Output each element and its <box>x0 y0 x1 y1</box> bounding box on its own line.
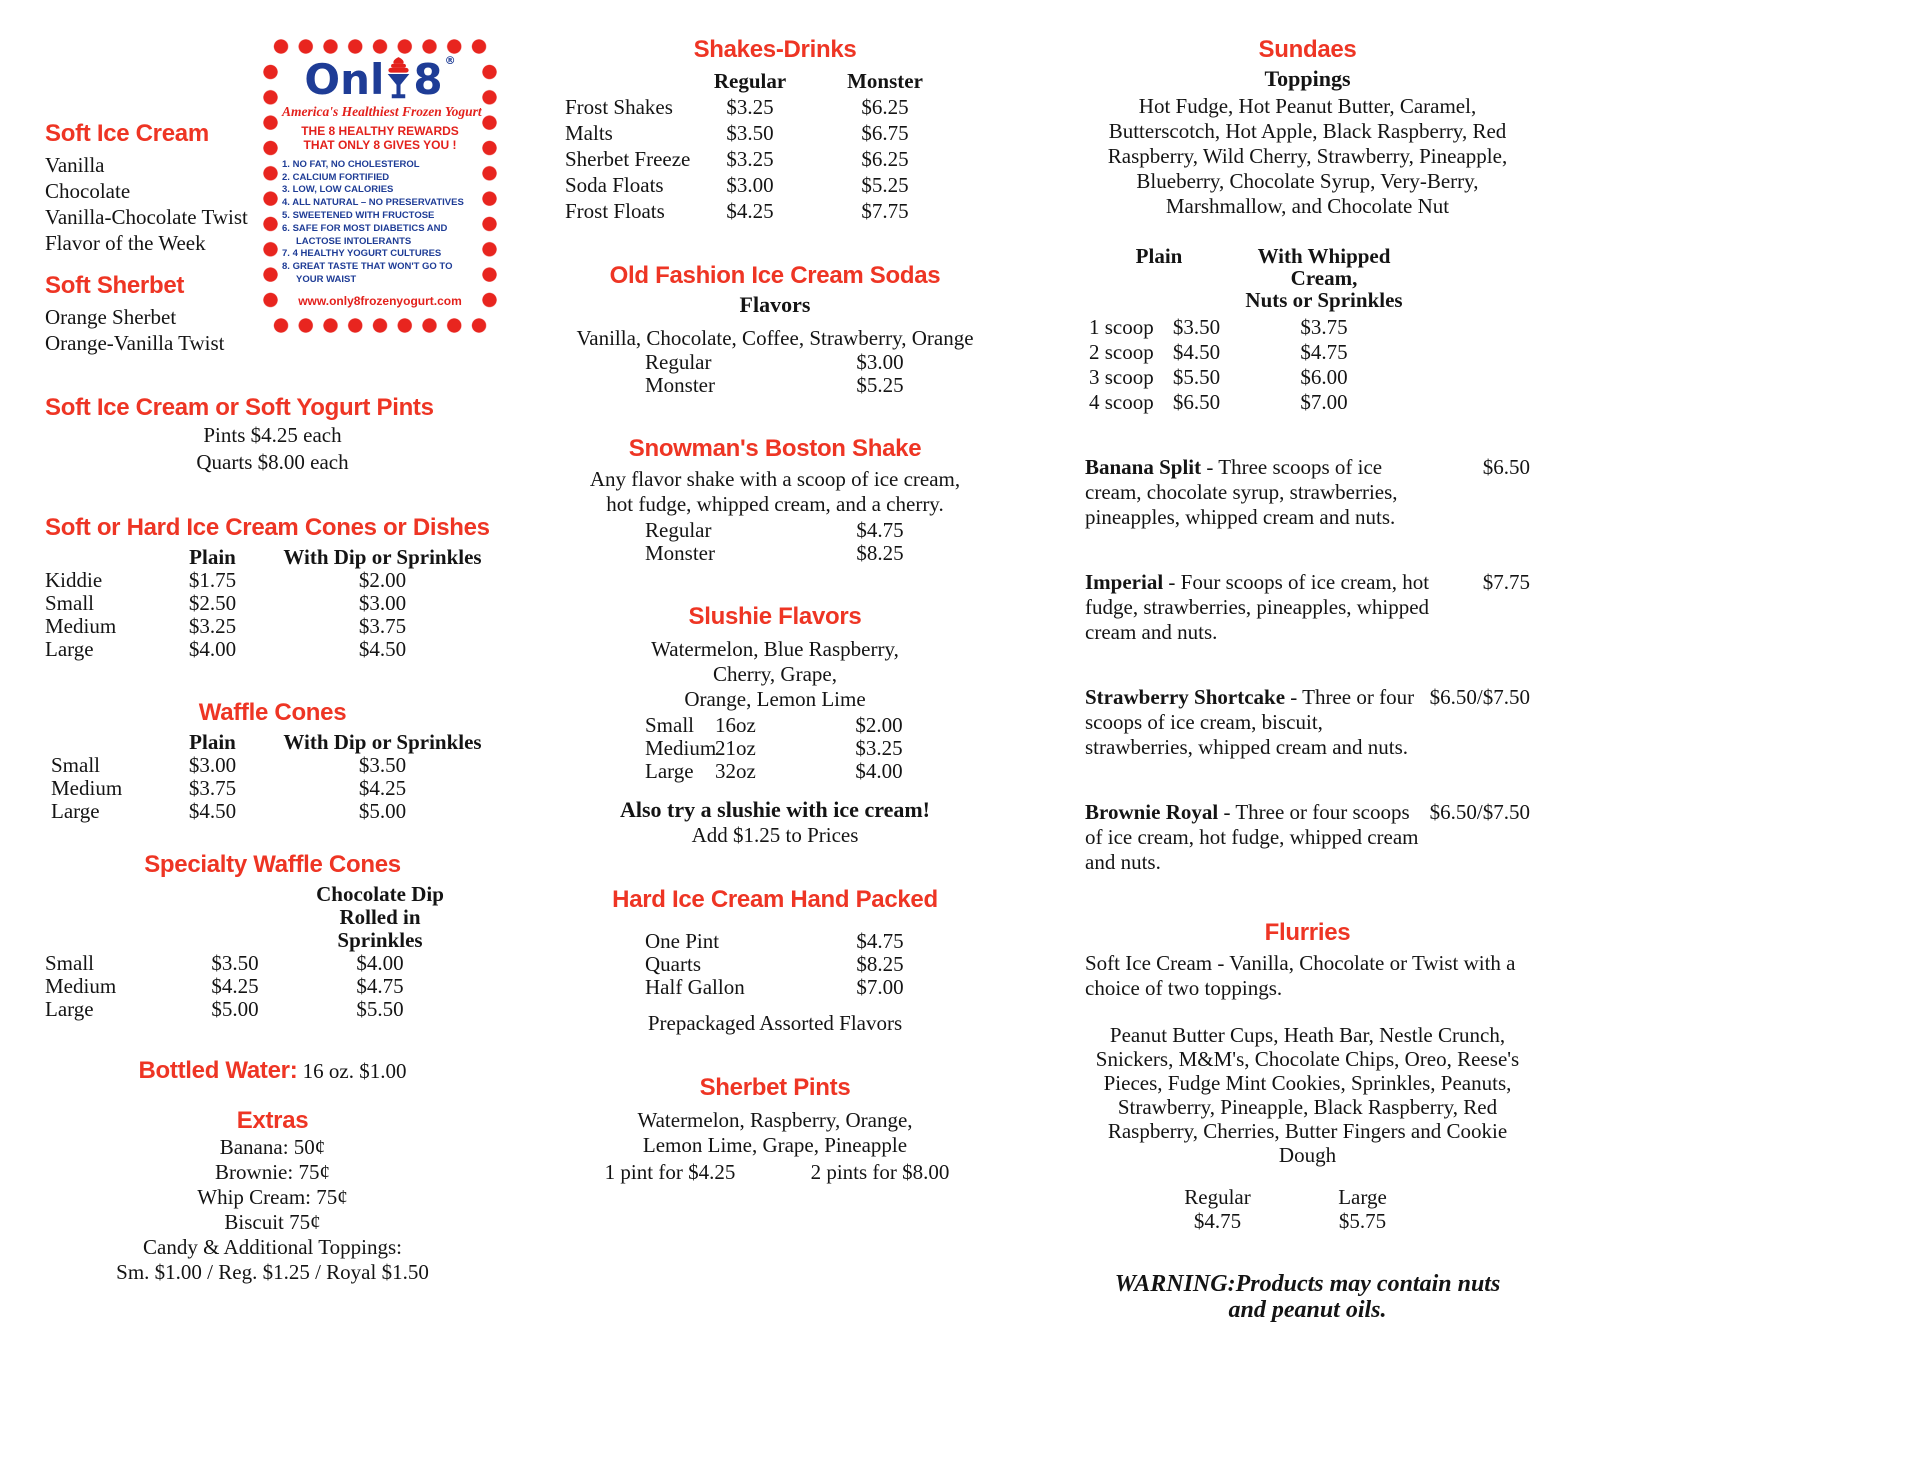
soft-serve-glass-icon <box>385 56 412 100</box>
website-url: www.only8frozenyogurt.com <box>298 293 462 308</box>
menu-item: Orange-Vanilla Twist <box>45 331 225 355</box>
bottled-water-line <box>45 1057 500 1085</box>
row-label: 2 scoop <box>1089 340 1154 364</box>
price-cell: $4.50 <box>358 637 407 661</box>
sundae-special <box>1085 685 1530 760</box>
special-name: Brownie Royal <box>1085 800 1219 824</box>
column-header: Nuts or Sprinkles <box>1245 288 1403 312</box>
slushie-table <box>565 714 985 783</box>
column-header-line2: Rolled in Sprinkles <box>337 905 423 952</box>
reward-item: CALCIUM FORTIFIED <box>292 171 390 183</box>
row-label: 3 scoop <box>1089 365 1154 389</box>
row-label: Frost Floats <box>565 199 665 223</box>
size-label: Regular <box>1184 1185 1251 1209</box>
empty-cell <box>45 546 160 569</box>
price-cell: $7.75 <box>861 199 909 223</box>
price-cell: $2.00 <box>855 713 903 737</box>
row-label: Medium <box>645 736 717 760</box>
special-name: Banana Split <box>1085 455 1202 479</box>
flurries-description: Soft Ice Cream - Vanilla, Chocolate or Twist with a choice of two toppings. <box>1085 951 1516 1000</box>
price-row <box>565 930 985 953</box>
empty-cell <box>565 68 700 94</box>
rewards-title-line2: THAT ONLY 8 GIVES YOU ! <box>303 138 457 153</box>
price-cell: $3.00 <box>856 350 904 374</box>
left-top-row <box>45 36 500 356</box>
row-label: Large <box>51 799 100 823</box>
registered-mark: ® <box>444 54 456 67</box>
column-header: Regular <box>713 69 787 93</box>
price-cell: $3.25 <box>855 736 903 760</box>
extras-item: Candy & Additional Toppings: <box>143 1235 402 1259</box>
dots-border-right <box>482 60 497 312</box>
price-row <box>565 519 985 542</box>
soft-sherbet-title: Soft Sherbet <box>45 272 185 299</box>
waffle-cones-table <box>45 731 500 823</box>
menu-item: Orange Sherbet <box>45 305 177 329</box>
price-cell: $3.00 <box>726 173 774 197</box>
dots-border-bottom <box>269 318 491 333</box>
price-cell: $3.50 <box>1172 315 1221 339</box>
brand-text-suffix: 8 <box>413 55 443 105</box>
reward-item: SAFE FOR MOST DIABETICS AND LACTOSE INTOLERANTS <box>292 222 448 247</box>
sundae-table <box>1085 315 1530 415</box>
special-description: - Three or four scoops of ice cream, biscuit, strawberries, whipped cream and nuts. <box>1085 685 1415 759</box>
special-price: $6.50 <box>1482 455 1530 479</box>
price-line: Pints $4.25 each <box>203 423 342 447</box>
column-header: Plain <box>189 545 236 569</box>
row-label: Regular <box>645 350 712 374</box>
sodas-flavors-header: Flavors <box>739 292 811 317</box>
row-label: Sherbet Freeze <box>565 147 691 171</box>
row-label: Monster <box>645 373 715 397</box>
price-cell: $5.75 <box>1338 1209 1387 1233</box>
extras-item: Brownie: 75¢ <box>215 1160 330 1184</box>
row-label: Large <box>45 997 94 1021</box>
price-row <box>565 976 985 999</box>
specialty-waffle-title: Specialty Waffle Cones <box>144 851 401 878</box>
special-name: Strawberry Shortcake <box>1085 685 1286 709</box>
size-cell: 32oz <box>715 759 756 783</box>
empty-cell <box>45 883 165 952</box>
price-cell: $2.00 <box>358 568 407 592</box>
slushie-flavors-line: Watermelon, Blue Raspberry, <box>651 637 899 661</box>
empty-cell <box>1089 289 1229 311</box>
price-cell: $4.25 <box>726 199 774 223</box>
slushie-flavors-line: Orange, Lemon Lime <box>684 687 866 711</box>
reward-item: LOW, LOW CALORIES <box>292 184 394 196</box>
row-label: Medium <box>45 614 117 638</box>
rewards-list <box>282 159 478 287</box>
price-cell: $6.25 <box>861 147 909 171</box>
price-cell: $4.00 <box>188 637 237 661</box>
sundae-special <box>1085 570 1530 645</box>
sherbet-flavors-line: Lemon Lime, Grape, Pineapple <box>642 1133 908 1157</box>
price-line: Quarts $8.00 each <box>196 450 349 474</box>
special-name: Imperial <box>1085 570 1164 594</box>
price-cell: $3.75 <box>188 776 237 800</box>
price-cell: $5.50 <box>1172 365 1221 389</box>
price-cell: $7.00 <box>856 975 904 999</box>
left-column <box>45 36 500 1285</box>
logo-inner <box>282 54 482 316</box>
sherbet-pints-title: Sherbet Pints <box>699 1074 851 1101</box>
special-price: $6.50/$7.50 <box>1429 800 1530 824</box>
row-label: 4 scoop <box>1089 390 1154 414</box>
price-row <box>565 374 985 397</box>
price-cell: $6.00 <box>1300 365 1348 389</box>
row-label: Malts <box>565 121 613 145</box>
price-cell: $5.00 <box>211 997 259 1021</box>
cones-dishes-table <box>45 546 500 661</box>
column-header: Plain <box>1135 244 1183 268</box>
column-header: With Dip or Sprinkles <box>283 545 482 569</box>
price-cell: $4.75 <box>856 929 904 953</box>
right-column <box>1085 36 1530 1324</box>
price-cell: $5.25 <box>861 173 909 197</box>
sodas-flavors: Vanilla, Chocolate, Coffee, Strawberry, Orange <box>576 326 974 350</box>
price-cell: $8.25 <box>856 541 904 565</box>
price-cell: $5.50 <box>356 997 404 1021</box>
sherbet-flavors-line: Watermelon, Raspberry, Orange, <box>637 1108 913 1132</box>
brand-tagline: America's Healthiest Frozen Yogurt <box>282 104 482 119</box>
menu-item: Vanilla <box>45 153 105 177</box>
sundaes-title: Sundaes <box>1258 36 1357 63</box>
extras-title: Extras <box>236 1107 309 1134</box>
row-label: Small <box>45 951 95 975</box>
boston-shake-title: Snowman's Boston Shake <box>628 435 922 462</box>
toppings-header: Toppings <box>1264 66 1351 91</box>
menu-item: Vanilla-Chocolate Twist <box>45 205 248 229</box>
price-cell: $3.25 <box>726 95 774 119</box>
column-header-line1: Chocolate Dip <box>316 882 444 906</box>
middle-column <box>565 36 985 1185</box>
menu-item: Flavor of the Week <box>45 231 206 255</box>
sundae-table-header <box>1085 245 1530 311</box>
size-label: Large <box>1338 1185 1387 1209</box>
price-cell: $7.00 <box>1300 390 1348 414</box>
shakes-table <box>565 68 985 224</box>
special-text <box>1085 800 1430 875</box>
sundae-special <box>1085 800 1530 875</box>
special-text <box>1085 455 1430 530</box>
waffle-cones-title: Waffle Cones <box>198 699 347 726</box>
row-label: Medium <box>45 974 117 998</box>
price-cell: $4.50 <box>188 799 237 823</box>
row-label: Large <box>45 637 94 661</box>
price-cell: $6.50 <box>1172 390 1221 414</box>
extras-item: Sm. $1.00 / Reg. $1.25 / Royal $1.50 <box>116 1260 429 1284</box>
price-cell: $1.75 <box>188 568 237 592</box>
size-cell: 21oz <box>715 736 756 760</box>
price-row <box>565 542 985 565</box>
price-cell: $3.75 <box>358 614 407 638</box>
special-description: - Three scoops of ice cream, chocolate syrup, strawberries, pineapples, whipped cream and nuts. <box>1085 455 1398 529</box>
row-label: Soda Floats <box>565 173 664 197</box>
soft-serve-lists <box>45 36 260 356</box>
row-label: Medium <box>51 776 123 800</box>
sherbet-pricing-row <box>565 1160 985 1185</box>
price-cell: $5.00 <box>358 799 407 823</box>
size-cell: 16oz <box>715 713 756 737</box>
price-cell: $3.50 <box>358 753 407 777</box>
shakes-title: Shakes-Drinks <box>693 36 857 63</box>
reward-item: NO FAT, NO CHOLESTEROL <box>292 158 420 170</box>
row-label: Small <box>51 753 101 777</box>
sundae-special <box>1085 455 1530 530</box>
cones-dishes-title: Soft or Hard Ice Cream Cones or Dishes <box>45 514 490 541</box>
flurries-title: Flurries <box>1264 919 1351 946</box>
row-label: Half Gallon <box>645 975 745 999</box>
column-header: With Whipped Cream, <box>1257 244 1391 290</box>
price-cell: $3.50 <box>726 121 774 145</box>
flurries-sizes-row <box>1085 1185 1530 1209</box>
special-text <box>1085 570 1430 645</box>
reward-item: GREAT TASTE THAT WON'T GO TO YOUR WAIST <box>292 261 453 286</box>
row-label: One Pint <box>645 929 720 953</box>
price-cell: $4.25 <box>358 776 407 800</box>
price-cell: $4.75 <box>356 974 404 998</box>
price-cell: $6.75 <box>861 121 909 145</box>
flurries-mixins: Peanut Butter Cups, Heath Bar, Nestle Crunch, Snickers, M&M's, Chocolate Chips, Oreo, Reese's Pieces, Fudge Mint Cookies, Sprinkles, Peanuts, Strawberry, Pineapple, Black Raspberry, Red Raspberry, Cherries, Butter Fingers and Cookie Dough <box>1095 1023 1520 1167</box>
price-cell: $3.50 <box>211 951 259 975</box>
special-price: $6.50/$7.50 <box>1429 685 1530 709</box>
row-label: Regular <box>645 518 712 542</box>
extras-item: Banana: 50¢ <box>219 1135 326 1159</box>
price-cell: $3.00 <box>358 591 407 615</box>
pints-section-title: Soft Ice Cream or Soft Yogurt Pints <box>45 394 434 421</box>
dots-border-left <box>263 60 278 312</box>
price-cell: $4.50 <box>1172 340 1221 364</box>
toppings-list: Hot Fudge, Hot Peanut Butter, Caramel, Butterscotch, Hot Apple, Black Raspberry, Red Raspberry, Wild Cherry, Strawberry, Pineapple, Blueberry, Chocolate Syrup, Very-Berry, Marshmallow, and Chocolate Nut <box>1107 94 1508 218</box>
rewards-title-line1: THE 8 HEALTHY REWARDS <box>301 124 459 138</box>
allergy-warning: WARNING:Products may contain nuts and peanut oils. <box>1114 1271 1501 1324</box>
price-cell: $8.25 <box>856 952 904 976</box>
special-description: - Four scoops of ice cream, hot fudge, strawberries, pineapples, whipped cream and nuts. <box>1085 570 1430 644</box>
price-cell: $4.75 <box>1193 1209 1242 1233</box>
column-header: Plain <box>189 730 236 754</box>
dots-border-top <box>269 39 491 54</box>
price-cell: $4.75 <box>856 518 904 542</box>
price-cell: $2.50 <box>188 591 237 615</box>
price-cell: $3.25 <box>726 147 774 171</box>
special-text <box>1085 685 1430 760</box>
row-label: 1 scoop <box>1089 315 1154 339</box>
price-cell: 2 pints for $8.00 <box>810 1160 950 1184</box>
price-cell: $4.25 <box>211 974 259 998</box>
flurries-prices-row <box>1085 1209 1530 1233</box>
reward-item: ALL NATURAL – NO PRESERVATIVES <box>292 197 464 209</box>
special-price: $7.75 <box>1482 570 1530 594</box>
price-row <box>565 953 985 976</box>
price-cell: $4.00 <box>356 951 404 975</box>
row-label: Monster <box>645 541 715 565</box>
brand-logo-box <box>260 36 500 336</box>
pints-prices <box>45 422 500 476</box>
price-cell: $3.00 <box>188 753 237 777</box>
price-cell: $5.25 <box>856 373 904 397</box>
slushie-note-bold: Also try a slushie with ice cream! <box>620 797 930 822</box>
specialty-waffle-table <box>45 883 500 1021</box>
column-header <box>305 883 455 952</box>
row-label: Small <box>45 591 95 615</box>
reward-item: SWEETENED WITH FRUCTOSE <box>292 210 435 222</box>
special-description: - Three or four scoops of ice cream, hot fudge, whipped cream and nuts. <box>1085 800 1419 874</box>
column-header: Monster <box>847 69 923 93</box>
bottled-water-price: 16 oz. $1.00 <box>302 1059 407 1083</box>
row-label: Large <box>645 759 694 783</box>
row-label: Quarts <box>645 952 701 976</box>
price-row <box>565 351 985 374</box>
bottled-water-title: Bottled Water: <box>138 1057 298 1084</box>
boston-shake-description: Any flavor shake with a scoop of ice cream, hot fudge, whipped cream, and a cherry. <box>589 467 961 516</box>
column-header: With Dip or Sprinkles <box>283 730 482 754</box>
price-cell: $4.75 <box>1300 340 1348 364</box>
slushie-title: Slushie Flavors <box>688 603 862 630</box>
empty-cell <box>45 731 160 754</box>
price-cell: $4.00 <box>855 759 903 783</box>
empty-cell <box>165 883 305 952</box>
menu-item: Chocolate <box>45 179 131 203</box>
price-cell: 1 pint for $4.25 <box>604 1160 736 1184</box>
slushie-note: Add $1.25 to Prices <box>691 823 859 847</box>
hand-packed-title: Hard Ice Cream Hand Packed <box>612 886 938 913</box>
sodas-title: Old Fashion Ice Cream Sodas <box>609 262 941 289</box>
soft-ice-cream-title: Soft Ice Cream <box>45 120 209 147</box>
price-cell: $3.25 <box>188 614 237 638</box>
price-cell: $6.25 <box>861 95 909 119</box>
extras-item: Biscuit 75¢ <box>224 1210 321 1234</box>
price-cell: $3.75 <box>1300 315 1348 339</box>
slushie-flavors-line: Cherry, Grape, <box>712 662 837 686</box>
extras-item: Whip Cream: 75¢ <box>197 1185 348 1209</box>
hand-packed-note: Prepackaged Assorted Flavors <box>647 1011 903 1035</box>
row-label: Small <box>645 713 695 737</box>
brand-wordmark <box>282 54 478 105</box>
reward-item: 4 HEALTHY YOGURT CULTURES <box>292 248 442 260</box>
row-label: Frost Shakes <box>565 95 673 119</box>
rewards-title <box>282 124 478 153</box>
brand-text-prefix: Onl <box>304 55 385 105</box>
row-label: Kiddie <box>45 568 103 592</box>
